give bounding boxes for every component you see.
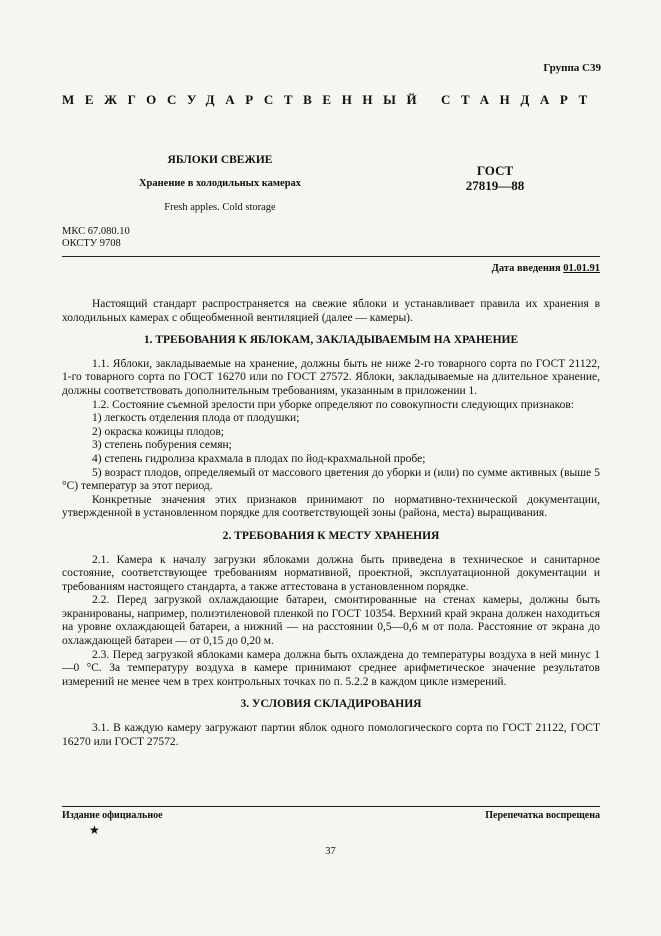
list-item: 1) легкость отделения плода от плодушки; xyxy=(92,412,300,425)
paragraph-1-conclusion: Конкретные значения этих признаков принимают по нормативно-технической документации, утвержденной в установленном порядке для соответствующей зоны (района, места) выращивания. xyxy=(62,493,600,520)
gost-designation xyxy=(440,163,550,193)
document-title: ЯБЛОКИ СВЕЖИЕ xyxy=(167,154,273,166)
list-item: 5) возраст плодов, определяемый от массового цветения до уборки и (или) по сумме активных (выше 5 °С) температур за этот период. xyxy=(62,466,600,493)
paragraph-3-1: 3.1. В каждую камеру загружают партии яблок одного помологического сорта по ГОСТ 21122, ГОСТ 16270 или ГОСТ 27572. xyxy=(62,722,600,748)
paragraph-1-2: 1.2. Состояние съемной зрелости при уборке определяют по совокупности следующих признаков: xyxy=(92,398,574,411)
section-2-heading: 2. ТРЕБОВАНИЯ К МЕСТУ ХРАНЕНИЯ xyxy=(222,529,440,542)
okstu-code: ОКСТУ 9708 xyxy=(62,238,121,249)
paragraph-2-3: 2.3. Перед загрузкой яблоками камера должна быть охлаждена до температуры воздуха в ней минус 1—0 °С. За температуру воздуха в камере принимают среднее арифметическое значение результатов измерений не менее чем в трех контрольных точках по п. 5.2.2 в каждом цикле измерений. xyxy=(62,648,600,688)
english-title: Fresh apples. Cold storage xyxy=(164,202,276,213)
group-code: Группа С39 xyxy=(543,62,601,74)
intro-paragraph: Настоящий стандарт распространяется на свежие яблоки и устанавливает правила их хранения в холодильных камерах с общеобменной вентиляцией (далее — камеры). xyxy=(62,298,600,324)
document-body xyxy=(62,298,600,749)
section-1-heading: 1. ТРЕБОВАНИЯ К ЯБЛОКАМ, ЗАКЛАДЫВАЕМЫМ НА ХРАНЕНИЕ xyxy=(143,334,519,347)
header-divider xyxy=(62,256,600,257)
gost-number: 27819—88 xyxy=(465,178,525,193)
date-label: Дата введения xyxy=(491,263,561,274)
list-item: 2) окраска кожицы плодов; xyxy=(92,425,225,438)
paragraph-2-2: 2.2. Перед загрузкой охлаждающие батареи, смонтированные на стенах камеры, должны быть экранированы, например, полиэтиленовой пленкой по ГОСТ 10354. Верхний край экрана должен находиться на уровне охлаждающей батареи, а нижний — на расстоянии 0,5—0,6 м от пола. Расстояние от экрана до охлаждающей батареи — от 0,15 до 0,20 м. xyxy=(62,594,600,648)
section-3-heading: 3. УСЛОВИЯ СКЛАДИРОВАНИЯ xyxy=(240,698,422,711)
page-number: 37 xyxy=(325,846,336,857)
introduction-date xyxy=(492,263,600,274)
mks-code: МКС 67.080.10 xyxy=(62,226,130,237)
document-subtitle: Хранение в холодильных камерах xyxy=(138,178,302,189)
star-icon: ★ xyxy=(89,823,100,837)
official-edition-label: Издание официальное xyxy=(62,810,163,821)
list-item: 4) степень гидролиза крахмала в плодах по йод-крахмальной пробе; xyxy=(92,452,426,465)
reprint-prohibited-label: Перепечатка воспрещена xyxy=(485,810,600,821)
footer-divider xyxy=(62,806,600,807)
list-item: 3) степень побурения семян; xyxy=(92,439,232,452)
gost-label: ГОСТ xyxy=(476,163,514,178)
standard-banner: МЕЖГОСУДАРСТВЕННЫЙ СТАНДАРТ xyxy=(62,92,598,107)
classification-codes xyxy=(62,226,130,250)
paragraph-2-1: 2.1. Камера к началу загрузки яблоками должна быть приведена в техническое и санитарное состояние, соответствующее требованиям нормативной, проектной, эксплуатационной документации и требованиям настоящего стандарта, а также аттестована в установленном порядке. xyxy=(62,553,600,593)
date-value: 01.01.91 xyxy=(563,263,600,274)
paragraph-1-1: 1.1. Яблоки, закладываемые на хранение, должны быть не ниже 2-го товарного сорта по ГОСТ 21122, 1-го товарного сорта по ГОСТ 16270 или по ГОСТ 27572. Яблоки, закладываемые на длительное хранение, должны соответствовать дополнительным требованиям, указанным в приложении 1. xyxy=(62,357,600,397)
